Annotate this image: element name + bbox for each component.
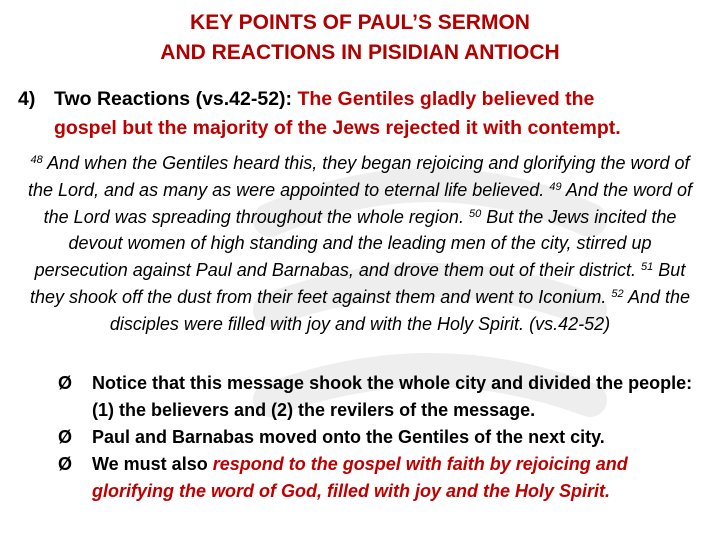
title-line-2: AND REACTIONS IN PISIDIAN ANTIOCH [160, 41, 560, 64]
verse-number-52: 52 [611, 287, 624, 300]
bullet-text-1: Notice that this message shook the whole city and divided the people: (1) the believers and (2) the revilers of the message. [92, 373, 693, 420]
verse-text-52: And the disciples were filled with joy and with the Holy Spirit. [109, 286, 690, 334]
arrow-bullet-icon: Ø [58, 427, 73, 447]
scripture-passage [20, 150, 700, 338]
title-line-1: KEY POINTS OF PAUL’S SERMON [190, 11, 530, 34]
bullet-item-3 [58, 451, 708, 505]
scripture-reference: (vs.42-52) [529, 313, 611, 334]
bullet-item-1 [58, 370, 708, 424]
point-summary-line-1: The Gentiles gladly believed the [297, 88, 595, 110]
slide-title [0, 8, 720, 68]
arrow-bullet-icon: Ø [58, 454, 73, 474]
verse-text-50: But the Jews incited the devout women of high standing and the leading men of the city, stirred up persecution against Paul and Barnabas, and drove them out of their district. [34, 206, 677, 281]
point-heading [18, 85, 708, 143]
verse-number-48: 48 [30, 154, 43, 166]
bullet-list [58, 370, 708, 505]
verse-text-51: But they shook off the dust from their feet against them and went to Iconium. [30, 260, 686, 307]
verse-number-51: 51 [641, 261, 654, 274]
point-number: 4) [18, 88, 36, 110]
verse-number-50: 50 [468, 207, 482, 220]
bullet-item-2 [58, 424, 708, 451]
arrow-bullet-icon: Ø [58, 373, 73, 393]
bullet-text-2: Paul and Barnabas moved onto the Gentiles of the next city. [92, 427, 605, 447]
bullet-text-3: We must also [92, 454, 208, 474]
bullet-text-3-emphasis: respond to the gospel with faith by rejoicing and glorifying the word of God, filled with joy and the Holy Spirit. [92, 454, 628, 501]
verse-number-49: 49 [549, 180, 562, 193]
point-label: Two Reactions (vs.42-52): [54, 88, 293, 110]
verse-text-48: And when the Gentiles heard this, they began rejoicing and glorifying the word of the Lord, and as many as were appointed to eternal life believed. [27, 153, 690, 200]
point-summary-line-2: gospel but the majority of the Jews rejected it with contempt. [54, 117, 621, 139]
verse-text-49: And the word of the Lord was spreading throughout the whole region. [43, 179, 693, 227]
